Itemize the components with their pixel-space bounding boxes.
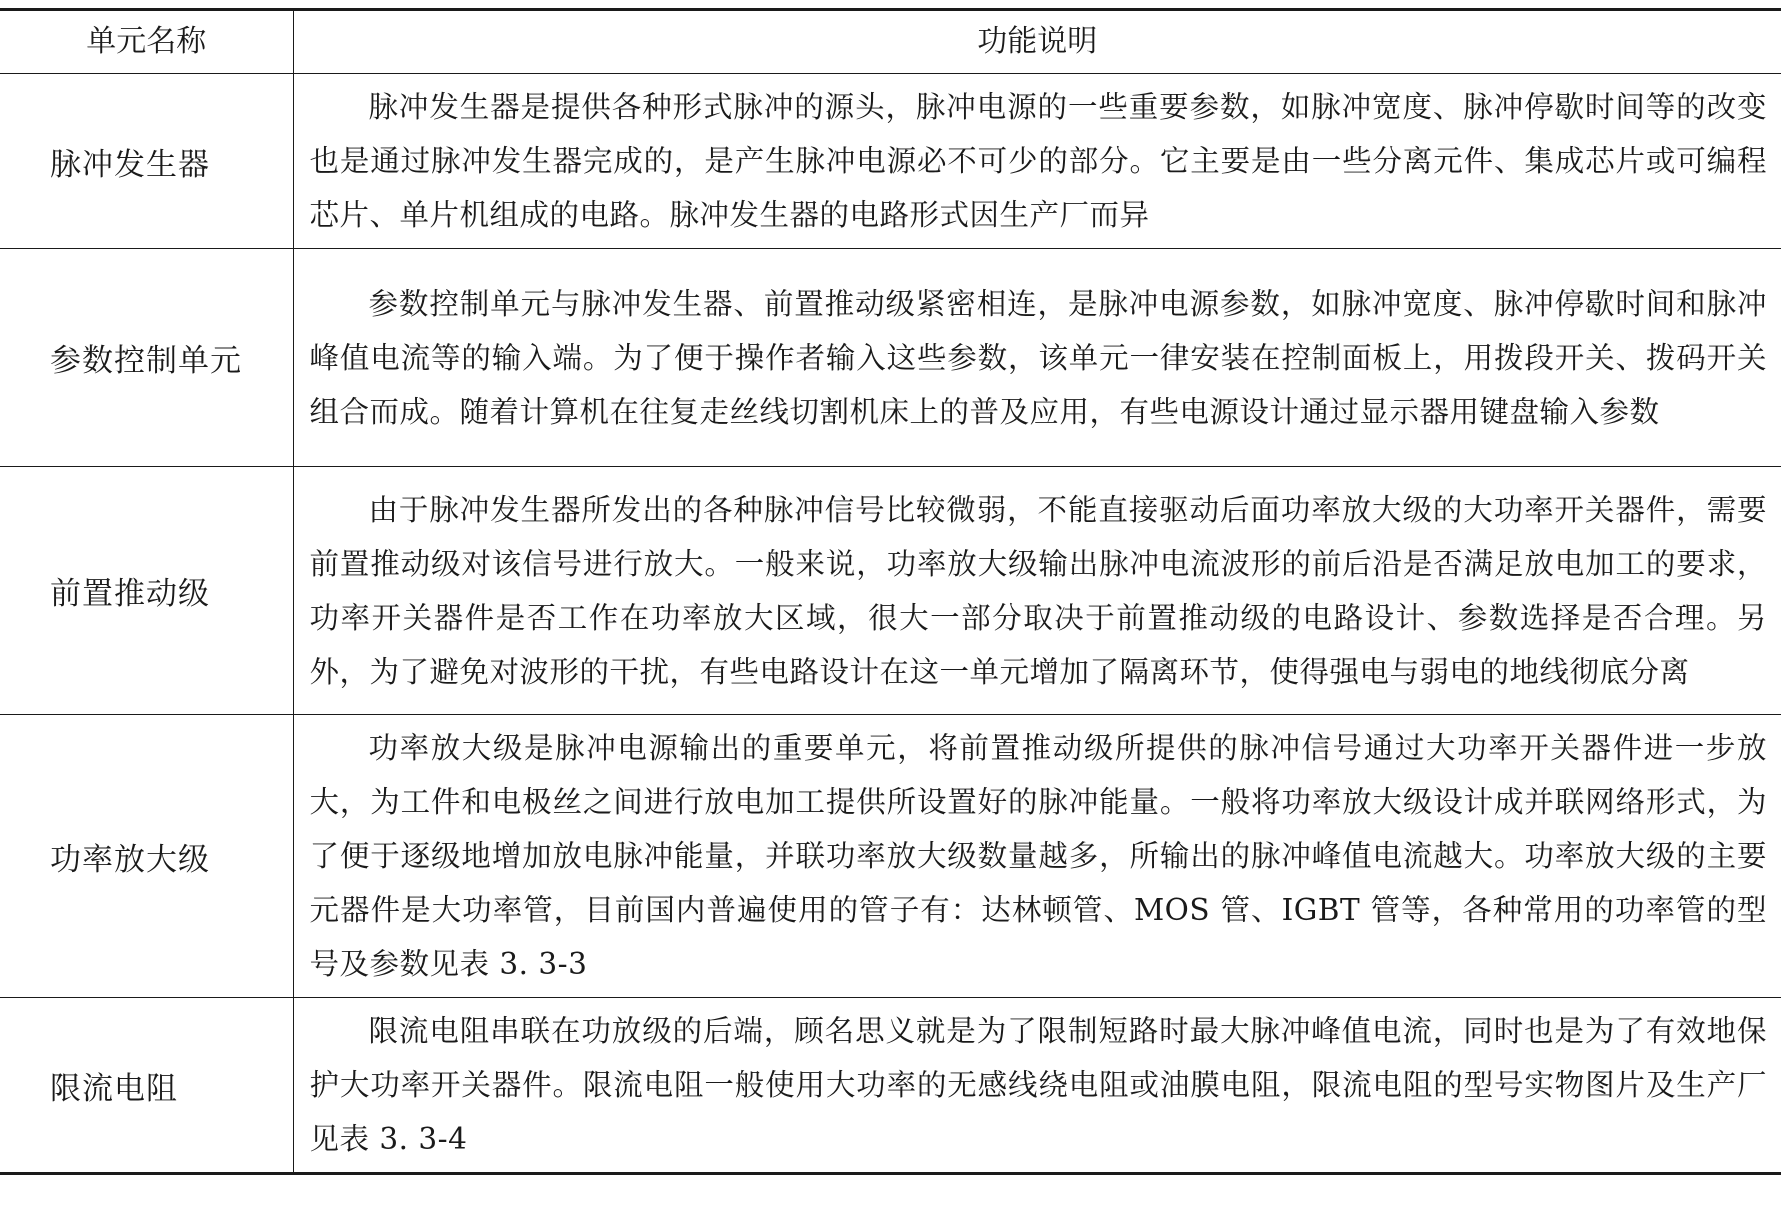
unit-desc: 脉冲发生器是提供各种形式脉冲的源头，脉冲电源的一些重要参数，如脉冲宽度、脉冲停歇时间等的改变也是通过脉冲发生器完成的，是产生脉冲电源必不可少的部分。它主要是由一些分离元件、集成芯片或可编程芯片、单片机组成的电路。脉冲发生器的电路形式因生产厂而异 bbox=[309, 90, 1767, 232]
unit-desc-cell bbox=[293, 467, 1781, 715]
unit-name: 脉冲发生器 bbox=[0, 74, 293, 249]
unit-desc-cell bbox=[293, 998, 1781, 1174]
unit-desc-cell bbox=[293, 74, 1781, 249]
unit-name: 限流电阻 bbox=[0, 998, 293, 1174]
unit-name: 前置推动级 bbox=[0, 467, 293, 715]
table-row bbox=[0, 467, 1781, 715]
unit-name: 参数控制单元 bbox=[0, 249, 293, 467]
unit-desc: 由于脉冲发生器所发出的各种脉冲信号比较微弱，不能直接驱动后面功率放大级的大功率开关器件，需要前置推动级对该信号进行放大。一般来说，功率放大级输出脉冲电流波形的前后沿是否满足放电加工的要求，功率开关器件是否工作在功率放大区域，很大一部分取决于前置推动级的电路设计、参数选择是否合理。另外，为了避免对波形的干扰，有些电路设计在这一单元增加了隔离环节，使得强电与弱电的地线彻底分离 bbox=[309, 492, 1767, 689]
unit-desc-cell bbox=[293, 249, 1781, 467]
table-row bbox=[0, 998, 1781, 1174]
unit-desc: 功率放大级是脉冲电源输出的重要单元，将前置推动级所提供的脉冲信号通过大功率开关器件进一步放大，为工件和电极丝之间进行放电加工提供所设置好的脉冲能量。一般将功率放大级设计成并联网络形式，为了便于逐级地增加放电脉冲能量，并联功率放大级数量越多，所输出的脉冲峰值电流越大。功率放大级的主要元器件是大功率管，目前国内普遍使用的管子有：达林顿管、MOS 管、IGBT 管等，各种常用的功率管的型号及参数见表 3. 3-3 bbox=[309, 731, 1767, 981]
unit-function-table bbox=[0, 8, 1781, 1175]
unit-name: 功率放大级 bbox=[0, 715, 293, 998]
header-unit-name: 单元名称 bbox=[0, 10, 293, 74]
table-row bbox=[0, 74, 1781, 249]
table-row bbox=[0, 249, 1781, 467]
unit-desc: 参数控制单元与脉冲发生器、前置推动级紧密相连，是脉冲电源参数，如脉冲宽度、脉冲停歇时间和脉冲峰值电流等的输入端。为了便于操作者输入这些参数，该单元一律安装在控制面板上，用拨段开关、拨码开关组合而成。随着计算机在往复走丝线切割机床上的普及应用，有些电源设计通过显示器用键盘输入参数 bbox=[309, 286, 1767, 429]
table-header-row bbox=[0, 10, 1781, 74]
unit-desc-cell bbox=[293, 715, 1781, 998]
unit-desc: 限流电阻串联在功放级的后端，顾名思义就是为了限制短路时最大脉冲峰值电流，同时也是为了有效地保护大功率开关器件。限流电阻一般使用大功率的无感线绕电阻或油膜电阻，限流电阻的型号实物图片及生产厂见表 3. 3-4 bbox=[309, 1014, 1767, 1156]
table-row bbox=[0, 715, 1781, 998]
header-function-desc: 功能说明 bbox=[293, 10, 1781, 74]
